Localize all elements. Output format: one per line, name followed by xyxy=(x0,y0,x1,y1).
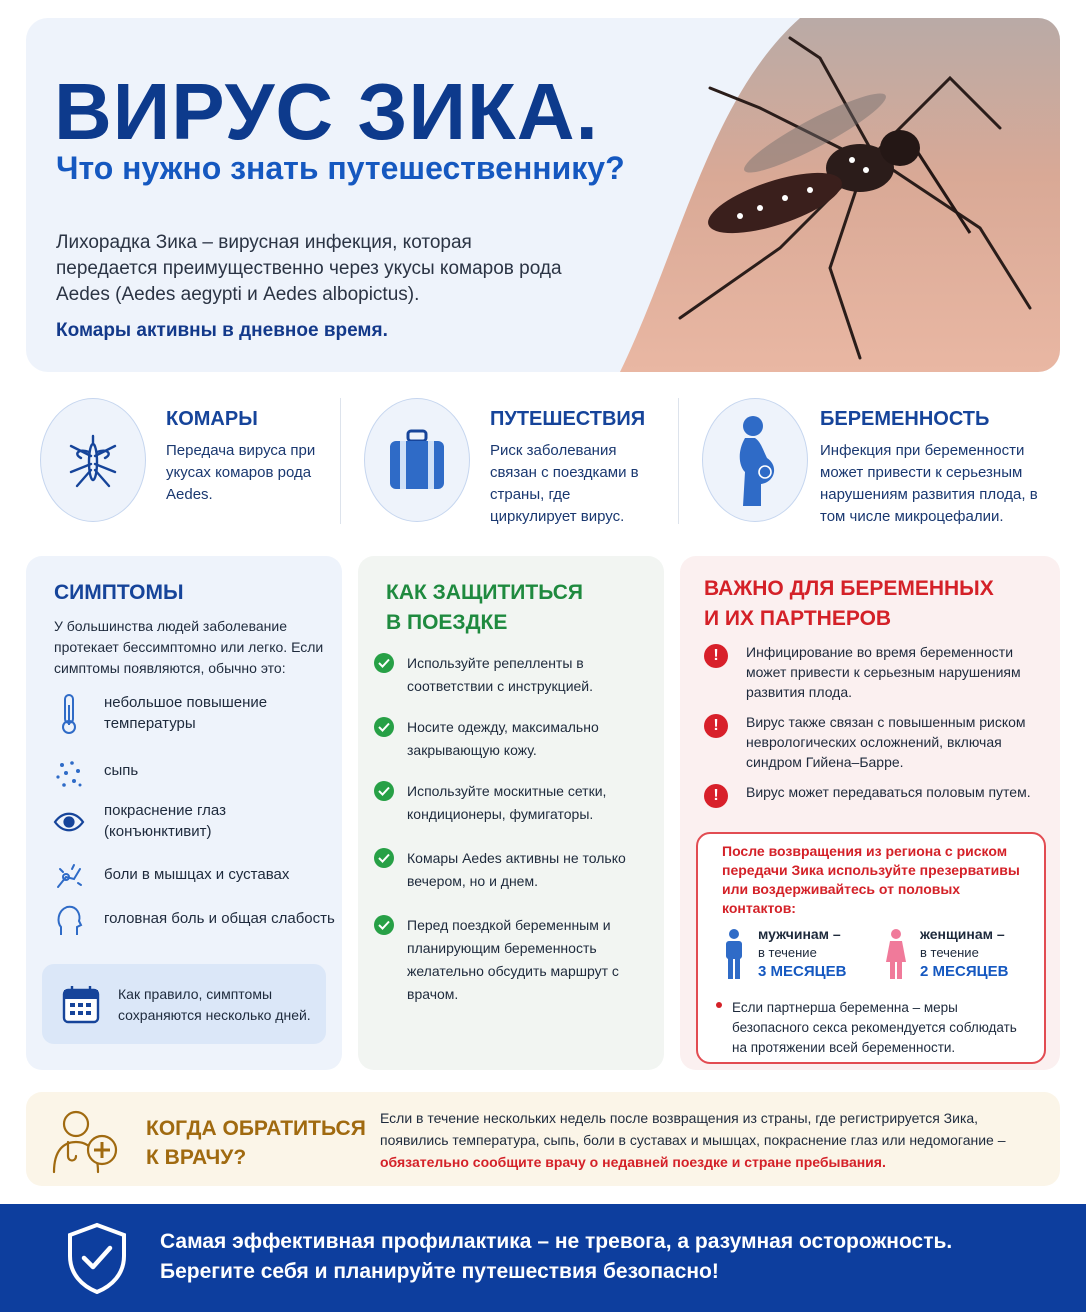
thermometer-icon xyxy=(50,692,88,736)
warning-icon: ! xyxy=(704,784,728,808)
warning-icon: ! xyxy=(704,714,728,738)
duration-box xyxy=(42,964,326,1044)
symptom-item xyxy=(50,898,340,942)
eye-icon xyxy=(50,800,88,844)
check-icon xyxy=(374,717,394,737)
men-period-value: 3 МЕСЯЦЕВ xyxy=(758,963,847,980)
symptoms-card xyxy=(26,556,342,1070)
symptom-text: сыпь xyxy=(104,762,139,779)
women-during: в течение xyxy=(920,945,979,960)
check-icon xyxy=(374,781,394,801)
head-icon xyxy=(50,898,88,942)
check-icon xyxy=(374,848,394,868)
symptom-item xyxy=(50,800,340,844)
sexual-transmission-box xyxy=(696,832,1046,1064)
pregnancy-card xyxy=(680,556,1060,1070)
info-mosquitoes xyxy=(40,396,330,526)
men-during: в течение xyxy=(758,945,817,960)
suitcase-icon xyxy=(364,398,470,522)
protection-text: Используйте москитные сетки, кондиционеры, фумигаторы. xyxy=(407,783,607,822)
doctor-highlight: обязательно сообщите врачу о недавней поездке и стране пребывания. xyxy=(380,1154,886,1170)
woman-icon xyxy=(884,928,908,980)
men-label: мужчинам – xyxy=(758,926,841,942)
symptom-item xyxy=(50,692,340,736)
footer-line-1: Самая эффективная профилактика – не тревога, а разумная осторожность. xyxy=(160,1230,953,1253)
symptom-text: головная боль и общая слабость xyxy=(104,910,335,927)
check-icon xyxy=(374,915,394,935)
partner-note: Если партнерша беременна – меры безопасного секса рекомендуется соблюдать на протяжении всей беременности. xyxy=(732,1000,1017,1055)
mosquito-icon xyxy=(40,398,146,522)
page-subtitle: Что нужно знать путешественнику? xyxy=(56,150,625,186)
box-title: После возвращения из региона с риском передачи Зика используйте презервативы или воздерживайтесь от половых контактов: xyxy=(722,843,1020,916)
pregnancy-title: ВАЖНО ДЛЯ БЕРЕМЕННЫХ И ИХ ПАРТНЕРОВ xyxy=(704,577,994,630)
symptom-text: небольшое повышение температуры xyxy=(104,694,268,732)
warning-text: Вирус также связан с повышенным риском неврологических осложнений, включая синдром Гийена–Барре. xyxy=(746,714,1026,770)
info-text: Инфекция при беременности может привести к серьезным нарушениям развития плода, в том числе микроцефалии. xyxy=(820,442,1038,525)
women-period xyxy=(884,926,1044,982)
warning-text: Инфицирование во время беременности может привести к серьезным нарушениям развития плода. xyxy=(746,644,1021,700)
info-title: ПУТЕШЕСТВИЯ xyxy=(490,408,646,430)
doctor-title: КОГДА ОБРАТИТЬСЯ К ВРАЧУ? xyxy=(146,1117,366,1169)
protection-text: Используйте репелленты в соответствии с инструкцией. xyxy=(407,655,594,694)
calendar-icon xyxy=(62,984,100,1024)
mosquito-photo xyxy=(560,18,1060,372)
footer-banner xyxy=(0,1204,1086,1312)
shield-check-icon xyxy=(66,1222,128,1294)
check-icon xyxy=(374,653,394,673)
symptoms-title: СИМПТОМЫ xyxy=(54,581,184,604)
symptom-item xyxy=(50,854,340,898)
divider xyxy=(678,398,679,524)
divider xyxy=(340,398,341,524)
symptom-text: покраснение глаз (конъюнктивит) xyxy=(104,802,226,840)
protection-text: Носите одежду, максимально закрывающую кожу. xyxy=(407,719,599,758)
protection-card xyxy=(358,556,664,1070)
info-pregnancy xyxy=(702,396,1042,526)
pregnant-woman-icon xyxy=(702,398,808,522)
info-title: БЕРЕМЕННОСТЬ xyxy=(820,408,990,430)
protection-text: Перед поездкой беременным и планирующим беременность желательно обсудить маршрут с врачом. xyxy=(407,917,619,1002)
protection-text: Комары Aedes активны не только вечером, но и днем. xyxy=(407,850,626,889)
info-title: КОМАРЫ xyxy=(166,408,258,430)
info-text: Передача вируса при укусах комаров рода Aedes. xyxy=(166,442,316,503)
doctor-section xyxy=(26,1092,1060,1186)
symptom-item xyxy=(50,752,340,796)
intro-text: Лихорадка Зика – вирусная инфекция, которая передается преимущественно через укусы комаров рода Aedes (Aedes aegypti и Aedes albopictus). xyxy=(56,232,562,305)
bullet-icon xyxy=(716,1002,722,1008)
man-icon xyxy=(722,928,746,980)
footer-line-2: Берегите себя и планируйте путешествия безопасно! xyxy=(160,1260,719,1283)
doctor-icon xyxy=(46,1106,122,1174)
women-period-value: 2 МЕСЯЦЕВ xyxy=(920,963,1009,980)
doctor-text: Если в течение нескольких недель после возвращения из страны, где регистрируется Зика, появились температура, сыпь, боли в суставах и мышцах, покраснение глаз или недомогание – обязательно сообщите врачу о недавней поездке и стране пребывания. xyxy=(380,1110,1006,1170)
men-period xyxy=(722,926,882,982)
rash-icon xyxy=(50,752,88,796)
joint-pain-icon xyxy=(50,854,88,898)
page-title: ВИРУС ЗИКА. xyxy=(54,67,599,156)
hero-section xyxy=(26,18,1060,372)
symptoms-intro: У большинства людей заболевание протекает бессимптомно или легко. Если симптомы появляются, обычно это: xyxy=(54,618,324,676)
warning-icon: ! xyxy=(704,644,728,668)
info-travel xyxy=(364,396,664,526)
warning-text: Вирус может передаваться половым путем. xyxy=(746,784,1031,800)
symptom-text: боли в мышцах и суставах xyxy=(104,866,290,883)
duration-text: Как правило, симптомы сохраняются несколько дней. xyxy=(118,986,311,1023)
intro-note: Комары активны в дневное время. xyxy=(56,320,388,341)
women-label: женщинам – xyxy=(920,926,1005,942)
info-text: Риск заболевания связан с поездками в страны, где циркулирует вирус. xyxy=(490,442,639,525)
protection-title: КАК ЗАЩИТИТЬСЯ В ПОЕЗДКЕ xyxy=(386,581,584,634)
